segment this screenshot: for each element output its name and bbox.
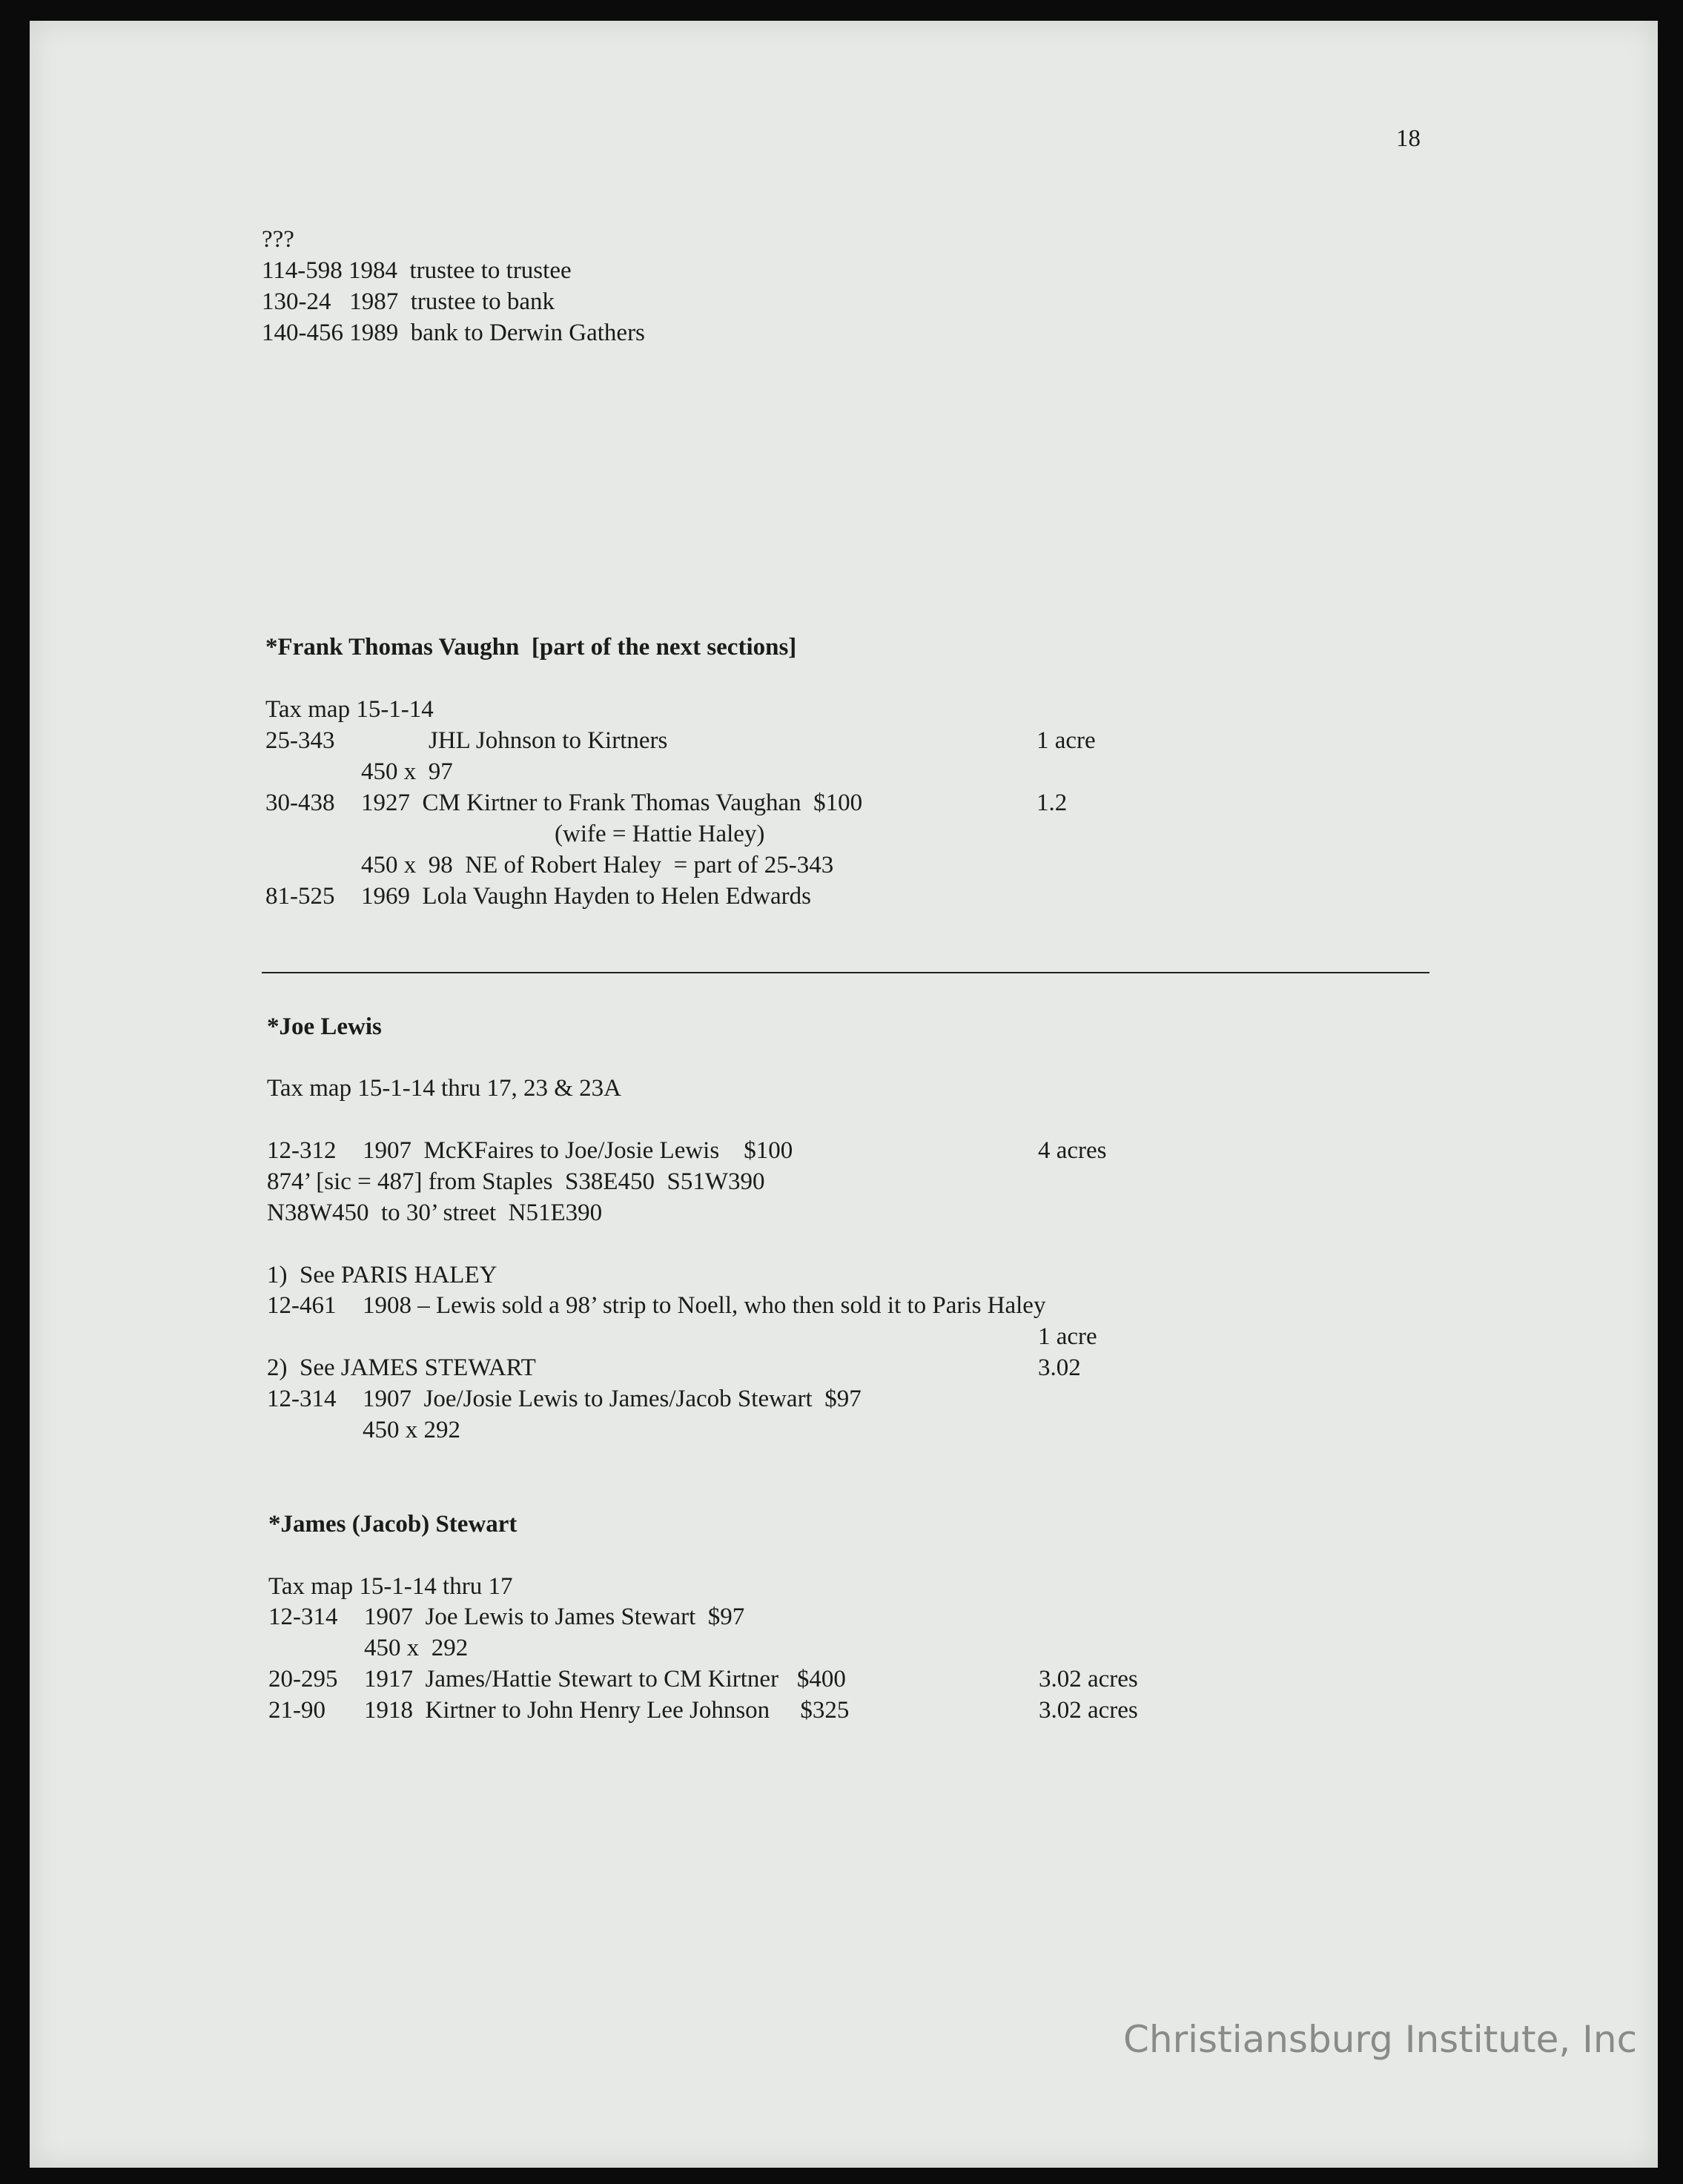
vaughn-r1-desc: JHL Johnson to Kirtners	[429, 727, 668, 754]
stewart-r1-book: 12-314	[268, 1604, 338, 1630]
stewart-r2-desc: 1917 James/Hattie Stewart to CM Kirtner $400	[364, 1666, 846, 1692]
lewis-r2-book: 12-461	[267, 1292, 337, 1319]
stewart-heading: *James (Jacob) Stewart	[268, 1511, 518, 1538]
lewis-r3-book: 12-314	[267, 1386, 337, 1412]
vaughn-r2-desc: 1927 CM Kirtner to Frank Thomas Vaughan $100	[361, 790, 863, 816]
lewis-r1-acres: 4 acres	[1038, 1137, 1107, 1164]
stewart-r1-desc: 1907 Joe Lewis to James Stewart $97	[364, 1604, 745, 1630]
lewis-r3-dims: 450 x 292	[363, 1417, 460, 1443]
vaughn-r1-book: 25-343	[265, 727, 335, 754]
lewis-see-james-stewart: 2) See JAMES STEWART	[267, 1354, 536, 1381]
top-line-3: 130-24 1987 trustee to bank	[262, 288, 555, 315]
vaughn-heading: *Frank Thomas Vaughn [part of the next sections]	[265, 634, 797, 661]
lewis-see-paris-haley: 1) See PARIS HALEY	[267, 1262, 497, 1288]
watermark-text: Christiansburg Institute, Inc	[1123, 2018, 1638, 2061]
vaughn-r1-dims: 450 x 97	[361, 758, 453, 785]
vaughn-taxmap: Tax map 15-1-14	[265, 696, 434, 723]
lewis-see2-acres: 3.02	[1038, 1354, 1081, 1381]
vaughn-r2-acres: 1.2	[1036, 790, 1068, 816]
top-line-2: 114-598 1984 trustee to trustee	[262, 257, 572, 284]
stewart-r2-acres: 3.02 acres	[1039, 1666, 1138, 1692]
section-divider	[262, 972, 1429, 973]
page-number: 18	[1396, 125, 1421, 152]
lewis-r1-book: 12-312	[267, 1137, 337, 1164]
lewis-r3-desc: 1907 Joe/Josie Lewis to James/Jacob Stewart $97	[363, 1386, 862, 1412]
stewart-r1-dims: 450 x 292	[364, 1635, 469, 1661]
top-line-4: 140-456 1989 bank to Derwin Gathers	[262, 320, 645, 346]
top-line-1: ???	[262, 226, 294, 253]
vaughn-r2-wife: (wife = Hattie Haley)	[555, 821, 765, 847]
stewart-taxmap: Tax map 15-1-14 thru 17	[268, 1573, 513, 1600]
vaughn-r2-dims: 450 x 98 NE of Robert Haley = part of 25-343	[361, 852, 834, 878]
lewis-r1-line2: 874’ [sic = 487] from Staples S38E450 S51W390	[267, 1168, 765, 1195]
vaughn-r3-book: 81-525	[265, 883, 335, 910]
lewis-heading: *Joe Lewis	[267, 1013, 382, 1040]
vaughn-r1-acres: 1 acre	[1036, 727, 1096, 754]
stewart-r3-acres: 3.02 acres	[1039, 1697, 1138, 1724]
lewis-r2-desc: 1908 – Lewis sold a 98’ strip to Noell, who then sold it to Paris Haley	[363, 1292, 1046, 1319]
vaughn-r2-book: 30-438	[265, 790, 335, 816]
stewart-r3-desc: 1918 Kirtner to John Henry Lee Johnson $325	[364, 1697, 850, 1724]
lewis-r1-line3: N38W450 to 30’ street N51E390	[267, 1199, 603, 1226]
vaughn-r3-desc: 1969 Lola Vaughn Hayden to Helen Edwards	[361, 883, 812, 910]
lewis-r1-desc: 1907 McKFaires to Joe/Josie Lewis $100	[363, 1137, 793, 1164]
lewis-r2-acres: 1 acre	[1038, 1323, 1097, 1350]
stewart-r3-book: 21-90	[268, 1697, 325, 1724]
lewis-taxmap: Tax map 15-1-14 thru 17, 23 & 23A	[267, 1075, 621, 1102]
stewart-r2-book: 20-295	[268, 1666, 338, 1692]
